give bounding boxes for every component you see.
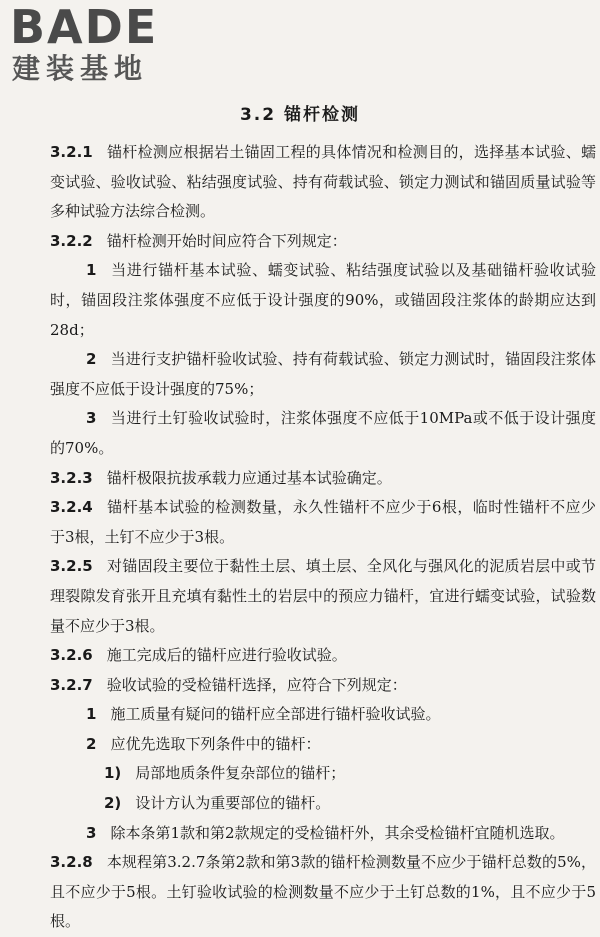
clause-paragraph [50, 227, 596, 257]
clause-text: 锚杆检测开始时间应符合下列规定： [106, 231, 347, 250]
clause-number: 3.2.1 [50, 143, 93, 161]
clause-text: 当进行支护锚杆验收试验、持有荷载试验、锁定力测试时，锚固段注浆体强度不应低于设计强度的75%； [50, 350, 596, 398]
clause-paragraph [50, 848, 596, 937]
section-title: 3.2 锚杆检测 [239, 105, 361, 125]
clause-number: 2) [104, 794, 122, 813]
document-body [50, 138, 596, 937]
logo-wordmark: BADE [10, 0, 159, 54]
clause-subitem [50, 789, 596, 819]
clause-number: 3.2.2 [50, 231, 93, 250]
clause-text: 锚杆基本试验的检测数量，永久性锚杆不应少于6根，临时性锚杆不应少于3根，土钉不应少于3根。 [50, 498, 596, 546]
clause-text: 局部地质条件复杂部位的锚杆； [135, 764, 346, 783]
clause-text: 当进行锚杆基本试验、蠕变试验、粘结强度试验以及基础锚杆验收试验时，锚固段注浆体强度不应低于设计强度的90%，或锚固段注浆体的龄期应达到28d； [50, 261, 596, 339]
clause-text: 锚杆检测应根据岩土锚固工程的具体情况和检测目的，选择基本试验、蠕变试验、验收试验、粘结强度试验、持有荷载试验、锁定力测试和锚固质量试验等多种试验方法综合检测。 [50, 143, 596, 221]
clause-text: 设计方认为重要部位的锚杆。 [135, 794, 331, 813]
clause-item [50, 700, 596, 730]
clause-number: 2 [86, 350, 97, 369]
brand-logo [4, 2, 179, 88]
clause-paragraph [50, 641, 596, 671]
clause-item [50, 730, 596, 760]
clause-text: 除本条第1款和第2款规定的受检锚杆外，其余受检锚杆宜随机选取。 [110, 823, 565, 842]
clause-number: 2 [86, 734, 97, 753]
clause-item [50, 256, 596, 345]
clause-number: 3 [86, 823, 97, 842]
clause-number: 1) [104, 764, 122, 783]
clause-number: 1 [86, 705, 97, 724]
clause-text: 对锚固段主要位于黏性土层、填土层、全风化与强风化的泥质岩层中或节理裂隙发育张开且充填有黏性土的岩层中的预应力锚杆，宜进行蠕变试验，试验数量不应少于3根。 [50, 557, 596, 635]
clause-paragraph [50, 671, 596, 701]
clause-number: 3.2.5 [50, 557, 93, 576]
clause-paragraph [50, 138, 596, 227]
clause-paragraph [50, 552, 596, 641]
clause-paragraph [50, 464, 596, 494]
clause-item [50, 819, 596, 849]
clause-number: 3.2.4 [50, 498, 93, 517]
clause-number: 3.2.7 [50, 675, 93, 694]
clause-number: 3.2.6 [50, 646, 93, 665]
clause-text: 应优先选取下列条件中的锚杆： [110, 734, 321, 753]
clause-number: 1 [86, 261, 97, 280]
clause-item [50, 345, 596, 404]
logo-subtitle: 建装基地 [12, 52, 149, 85]
clause-text: 锚杆极限抗拔承载力应通过基本试验确定。 [106, 468, 392, 487]
clause-text: 施工质量有疑问的锚杆应全部进行锚杆验收试验。 [110, 705, 441, 724]
clause-text: 当进行土钉验收试验时，注浆体强度不应低于10MPa或不低于设计强度的70%。 [50, 409, 596, 457]
clause-number: 3.2.8 [50, 853, 93, 872]
clause-paragraph [50, 493, 596, 552]
clause-text: 验收试验的受检锚杆选择，应符合下列规定： [106, 675, 407, 694]
clause-item [50, 404, 596, 463]
clause-text: 本规程第3.2.7条第2款和第3款的锚杆检测数量不应少于锚杆总数的5%，且不应少于5根。土钉验收试验的检测数量不应少于土钉总数的1%，且不应少于5根。 [50, 853, 596, 931]
clause-text: 施工完成后的锚杆应进行验收试验。 [106, 646, 347, 665]
clause-subitem [50, 759, 596, 789]
clause-number: 3.2.3 [50, 468, 93, 487]
clause-number: 3 [86, 409, 97, 428]
